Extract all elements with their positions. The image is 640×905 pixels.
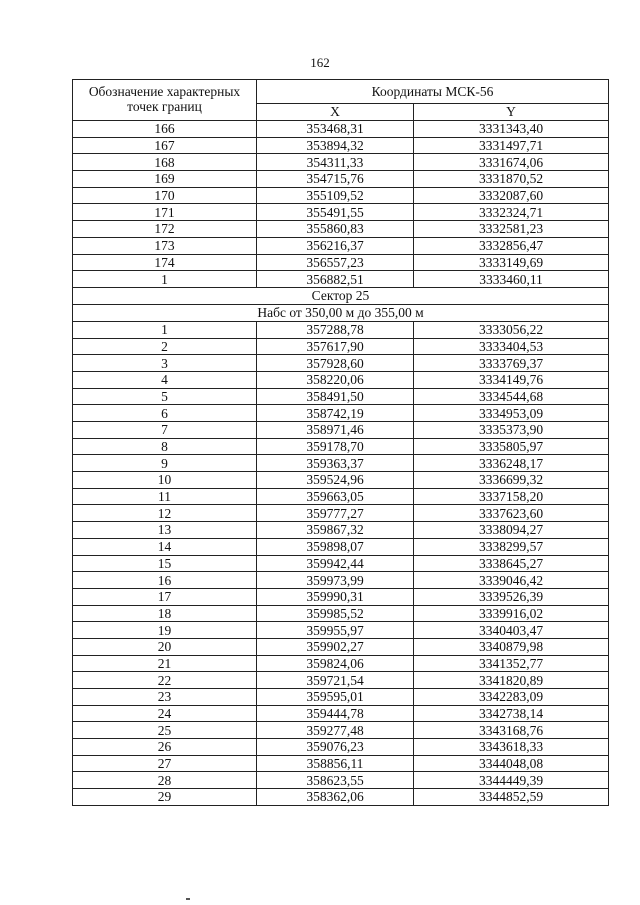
height-range-label: Набс от 350,00 м до 355,00 м	[73, 304, 609, 321]
table-header-row	[73, 80, 609, 104]
x-coordinate-cell: 359898,07	[257, 538, 414, 555]
table-row	[73, 438, 609, 455]
x-coordinate-cell: 359955,97	[257, 622, 414, 639]
y-coordinate-cell: 3333769,37	[414, 355, 609, 372]
point-cell: 5	[73, 388, 257, 405]
table-row	[73, 121, 609, 138]
table-row	[73, 338, 609, 355]
point-cell: 167	[73, 137, 257, 154]
y-coordinate-cell: 3335373,90	[414, 422, 609, 439]
point-cell: 24	[73, 705, 257, 722]
point-cell: 9	[73, 455, 257, 472]
point-cell: 25	[73, 722, 257, 739]
table-row	[73, 622, 609, 639]
point-cell: 169	[73, 171, 257, 188]
x-coordinate-cell: 357617,90	[257, 338, 414, 355]
y-coordinate-cell: 3340879,98	[414, 638, 609, 655]
table-row	[73, 655, 609, 672]
y-coordinate-cell: 3337158,20	[414, 488, 609, 505]
point-cell: 20	[73, 638, 257, 655]
table-row	[73, 722, 609, 739]
y-coordinate-cell: 3332581,23	[414, 221, 609, 238]
x-coordinate-cell: 359990,31	[257, 588, 414, 605]
y-coordinate-cell: 3338299,57	[414, 538, 609, 555]
x-coordinate-cell: 359178,70	[257, 438, 414, 455]
x-coordinate-cell: 353468,31	[257, 121, 414, 138]
point-cell: 11	[73, 488, 257, 505]
y-coordinate-cell: 3344449,39	[414, 772, 609, 789]
x-coordinate-cell: 353894,32	[257, 137, 414, 154]
group2-body	[73, 321, 609, 805]
point-cell: 4	[73, 371, 257, 388]
point-cell: 15	[73, 555, 257, 572]
x-coordinate-cell: 359595,01	[257, 689, 414, 706]
x-coordinate-cell: 359363,37	[257, 455, 414, 472]
table-row	[73, 254, 609, 271]
coordinates-table	[72, 79, 609, 806]
table-row	[73, 371, 609, 388]
y-coordinate-cell: 3344048,08	[414, 755, 609, 772]
y-coordinate-cell: 3333460,11	[414, 271, 609, 288]
point-cell: 14	[73, 538, 257, 555]
y-coordinate-cell: 3337623,60	[414, 505, 609, 522]
point-cell: 12	[73, 505, 257, 522]
y-coordinate-cell: 3336699,32	[414, 472, 609, 489]
table-row	[73, 355, 609, 372]
x-coordinate-cell: 358856,11	[257, 755, 414, 772]
point-column-header: Обозначение характерных точек границ	[73, 80, 257, 121]
x-coordinate-cell: 358491,50	[257, 388, 414, 405]
table-row	[73, 572, 609, 589]
y-column-header: Y	[414, 104, 609, 121]
x-coordinate-cell: 359942,44	[257, 555, 414, 572]
y-coordinate-cell: 3344852,59	[414, 789, 609, 806]
y-coordinate-cell: 3333149,69	[414, 254, 609, 271]
x-column-header: X	[257, 104, 414, 121]
x-coordinate-cell: 359524,96	[257, 472, 414, 489]
point-cell: 171	[73, 204, 257, 221]
y-coordinate-cell: 3331674,06	[414, 154, 609, 171]
table-row	[73, 605, 609, 622]
x-coordinate-cell: 359777,27	[257, 505, 414, 522]
table-row	[73, 488, 609, 505]
y-coordinate-cell: 3340403,47	[414, 622, 609, 639]
table-row	[73, 705, 609, 722]
x-coordinate-cell: 359985,52	[257, 605, 414, 622]
sector-section	[73, 287, 609, 321]
coordinate-system-header: Координаты МСК-56	[257, 80, 609, 104]
y-coordinate-cell: 3342283,09	[414, 689, 609, 706]
x-coordinate-cell: 359973,99	[257, 572, 414, 589]
point-cell: 19	[73, 622, 257, 639]
y-coordinate-cell: 3333056,22	[414, 321, 609, 338]
point-cell: 13	[73, 522, 257, 539]
y-coordinate-cell: 3331343,40	[414, 121, 609, 138]
table-row	[73, 755, 609, 772]
point-cell: 17	[73, 588, 257, 605]
x-coordinate-cell: 358220,06	[257, 371, 414, 388]
table-row	[73, 538, 609, 555]
y-coordinate-cell: 3332856,47	[414, 237, 609, 254]
y-coordinate-cell: 3336248,17	[414, 455, 609, 472]
point-cell: 8	[73, 438, 257, 455]
point-cell: 166	[73, 121, 257, 138]
x-coordinate-cell: 359076,23	[257, 739, 414, 756]
x-coordinate-cell: 359902,27	[257, 638, 414, 655]
y-coordinate-cell: 3331870,52	[414, 171, 609, 188]
point-cell: 21	[73, 655, 257, 672]
group1-body	[73, 121, 609, 288]
table-row	[73, 154, 609, 171]
table-row	[73, 672, 609, 689]
x-coordinate-cell: 357288,78	[257, 321, 414, 338]
table-row	[73, 187, 609, 204]
y-coordinate-cell: 3342738,14	[414, 705, 609, 722]
x-coordinate-cell: 358362,06	[257, 789, 414, 806]
y-coordinate-cell: 3338645,27	[414, 555, 609, 572]
point-cell: 26	[73, 739, 257, 756]
x-coordinate-cell: 356882,51	[257, 271, 414, 288]
page-number: 162	[310, 55, 330, 70]
x-coordinate-cell: 358742,19	[257, 405, 414, 422]
x-coordinate-cell: 355109,52	[257, 187, 414, 204]
table-row	[73, 522, 609, 539]
sector-label: Сектор 25	[73, 287, 609, 304]
y-coordinate-cell: 3339526,39	[414, 588, 609, 605]
point-cell: 7	[73, 422, 257, 439]
y-coordinate-cell: 3332087,60	[414, 187, 609, 204]
height-range-row	[73, 304, 609, 321]
y-coordinate-cell: 3341352,77	[414, 655, 609, 672]
table-row	[73, 689, 609, 706]
table-row	[73, 455, 609, 472]
y-coordinate-cell: 3339916,02	[414, 605, 609, 622]
table-row	[73, 472, 609, 489]
x-coordinate-cell: 354715,76	[257, 171, 414, 188]
scan-mark	[186, 898, 190, 900]
point-cell: 16	[73, 572, 257, 589]
table-row	[73, 422, 609, 439]
x-coordinate-cell: 355491,55	[257, 204, 414, 221]
x-coordinate-cell: 356557,23	[257, 254, 414, 271]
point-cell: 172	[73, 221, 257, 238]
point-cell: 3	[73, 355, 257, 372]
sector-row	[73, 287, 609, 304]
y-coordinate-cell: 3339046,42	[414, 572, 609, 589]
point-cell: 10	[73, 472, 257, 489]
y-coordinate-cell: 3332324,71	[414, 204, 609, 221]
y-coordinate-cell: 3343168,76	[414, 722, 609, 739]
point-cell: 174	[73, 254, 257, 271]
point-cell: 168	[73, 154, 257, 171]
y-coordinate-cell: 3343618,33	[414, 739, 609, 756]
point-cell: 29	[73, 789, 257, 806]
point-cell: 18	[73, 605, 257, 622]
x-coordinate-cell: 354311,33	[257, 154, 414, 171]
y-coordinate-cell: 3334953,09	[414, 405, 609, 422]
x-coordinate-cell: 357928,60	[257, 355, 414, 372]
table-row	[73, 137, 609, 154]
point-cell: 1	[73, 271, 257, 288]
table-row	[73, 405, 609, 422]
x-coordinate-cell: 359663,05	[257, 488, 414, 505]
x-coordinate-cell: 359444,78	[257, 705, 414, 722]
point-cell: 2	[73, 338, 257, 355]
y-coordinate-cell: 3341820,89	[414, 672, 609, 689]
y-coordinate-cell: 3338094,27	[414, 522, 609, 539]
y-coordinate-cell: 3334544,68	[414, 388, 609, 405]
table-row	[73, 221, 609, 238]
x-coordinate-cell: 356216,37	[257, 237, 414, 254]
x-coordinate-cell: 359867,32	[257, 522, 414, 539]
table-row	[73, 171, 609, 188]
y-coordinate-cell: 3334149,76	[414, 371, 609, 388]
table-row	[73, 638, 609, 655]
point-cell: 22	[73, 672, 257, 689]
table-row	[73, 271, 609, 288]
x-coordinate-cell: 359277,48	[257, 722, 414, 739]
table-row	[73, 789, 609, 806]
y-coordinate-cell: 3331497,71	[414, 137, 609, 154]
table-row	[73, 204, 609, 221]
table-row	[73, 388, 609, 405]
y-coordinate-cell: 3335805,97	[414, 438, 609, 455]
point-cell: 27	[73, 755, 257, 772]
point-cell: 1	[73, 321, 257, 338]
x-coordinate-cell: 359721,54	[257, 672, 414, 689]
table-row	[73, 739, 609, 756]
table-row	[73, 505, 609, 522]
x-coordinate-cell: 355860,83	[257, 221, 414, 238]
x-coordinate-cell: 358971,46	[257, 422, 414, 439]
point-cell: 173	[73, 237, 257, 254]
point-cell: 28	[73, 772, 257, 789]
table-row	[73, 588, 609, 605]
point-cell: 6	[73, 405, 257, 422]
point-cell: 170	[73, 187, 257, 204]
x-coordinate-cell: 358623,55	[257, 772, 414, 789]
table-row	[73, 555, 609, 572]
table-row	[73, 321, 609, 338]
y-coordinate-cell: 3333404,53	[414, 338, 609, 355]
x-coordinate-cell: 359824,06	[257, 655, 414, 672]
table-row	[73, 237, 609, 254]
table-row	[73, 772, 609, 789]
point-cell: 23	[73, 689, 257, 706]
